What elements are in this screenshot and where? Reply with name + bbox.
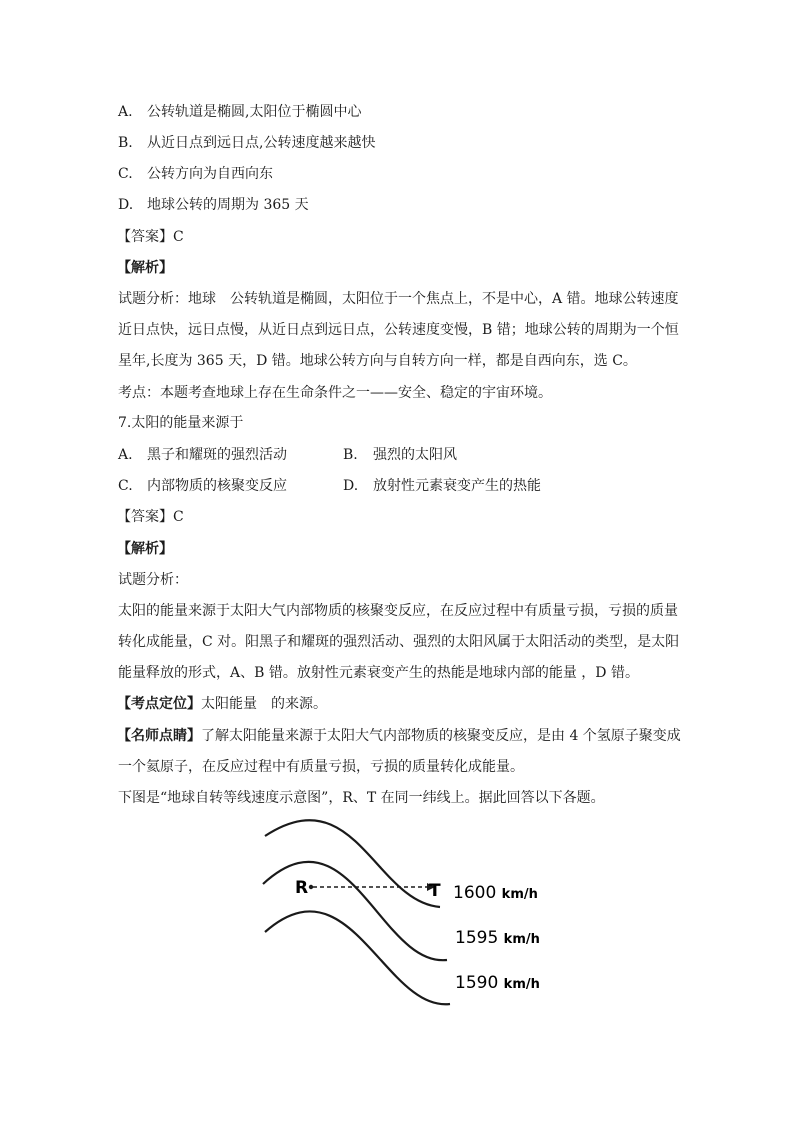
label-1595 <box>455 928 540 948</box>
unit-1600: km/h <box>501 887 538 902</box>
option-letter: B. <box>343 447 358 463</box>
q7-teacher-line-2: 一个氦原子，在反应过程中有质量亏损，亏损的质量转化成能量。 <box>118 759 524 775</box>
option-text: 从近日点到远日点,公转速度越来越快 <box>147 135 376 151</box>
unit-1590: km/h <box>503 977 540 992</box>
q7-answer: 【答案】C <box>117 509 184 525</box>
q7-analysis-line-1: 太阳的能量来源于太阳大气内部物质的核聚变反应，在反应过程中有质量亏损，亏损的质量 <box>118 603 678 619</box>
isoline-1590 <box>265 911 450 1004</box>
q6-option-c <box>118 164 273 184</box>
q6-analysis-label: 【解析】 <box>117 260 173 276</box>
option-letter: B. <box>118 135 133 151</box>
point-t-label: T <box>429 881 441 901</box>
q6-option-b <box>118 133 375 153</box>
option-text: 放射性元素衰变产生的热能 <box>373 478 541 494</box>
option-text: 地球公转的周期为 365 天 <box>147 197 309 213</box>
option-letter: D. <box>118 197 134 213</box>
option-text: 公转方向为自西向东 <box>147 166 273 182</box>
q7-analysis-label: 【解析】 <box>117 541 173 557</box>
option-text: 内部物质的核聚变反应 <box>147 478 287 494</box>
q7-analysis-intro: 试题分析： <box>118 572 188 588</box>
option-letter: C. <box>118 478 133 494</box>
q7-kaodian <box>117 694 327 714</box>
value-1600: 1600 <box>453 883 497 903</box>
q7-teacher-note <box>117 726 681 746</box>
label-1590 <box>455 973 540 993</box>
teacher-line-1: 了解太阳能量来源于太阳大气内部物质的核聚变反应，是由 4 个氢原子聚变成 <box>201 728 681 744</box>
option-letter: A. <box>118 104 133 120</box>
option-letter: D. <box>343 478 359 494</box>
label-1600 <box>453 883 538 903</box>
q7-option-c <box>118 476 287 496</box>
unit-1595: km/h <box>503 932 540 947</box>
value-1595: 1595 <box>455 928 499 948</box>
q6-option-a <box>118 102 361 122</box>
q6-answer: 【答案】C <box>117 229 184 245</box>
q6-option-d <box>118 195 309 215</box>
q7-option-b <box>343 445 457 465</box>
option-text: 强烈的太阳风 <box>373 447 457 463</box>
option-text: 黑子和耀斑的强烈活动 <box>147 447 287 463</box>
isoline-1600 <box>265 820 440 907</box>
q6-analysis-line-2: 近日点快，远日点慢，从近日点到远日点，公转速度变慢，B 错；地球公转的周期为一个恒 <box>118 322 679 338</box>
q6-analysis-line-1: 试题分析：地球 公转轨道是椭圆，太阳位于一个焦点上，不是中心，A 错。地球公转速度 <box>118 291 679 307</box>
kaodian-label: 【考点定位】 <box>117 696 201 712</box>
point-r-label: R <box>295 878 309 898</box>
option-letter: A. <box>118 447 133 463</box>
kaodian-text: 太阳能量 的来源。 <box>201 696 327 712</box>
figure-intro: 下图是“地球自转等线速度示意图”，R、T 在同一纬线上。据此回答以下各题。 <box>118 790 605 806</box>
q6-analysis-line-3: 星年,长度为 365 天，D 错。地球公转方向与自转方向一样，都是自西向东，选 C。 <box>118 353 637 369</box>
r-dot <box>309 885 313 889</box>
isoline-1595 <box>263 862 447 960</box>
q7-option-d <box>343 476 541 496</box>
option-text: 公转轨道是椭圆,太阳位于椭圆中心 <box>147 104 362 120</box>
option-letter: C. <box>118 166 133 182</box>
teacher-label: 【名师点睛】 <box>117 728 201 744</box>
q7-analysis-line-3: 能量释放的形式，A、B 错。放射性元素衰变产生的热能是地球内部的能量 ，D 错。 <box>118 665 639 681</box>
q6-kaodian: 考点：本题考查地球上存在生命条件之一——安全、稳定的宇宙环境。 <box>118 385 552 401</box>
value-1590: 1590 <box>455 973 499 993</box>
q7-stem: 7.太阳的能量来源于 <box>118 415 244 431</box>
q7-option-a <box>118 445 287 465</box>
q7-analysis-line-2: 转化成能量，C 对。阳黑子和耀斑的强烈活动、强烈的太阳风属于太阳活动的类型，是太阳 <box>118 634 680 650</box>
isovelocity-diagram <box>255 812 555 1017</box>
